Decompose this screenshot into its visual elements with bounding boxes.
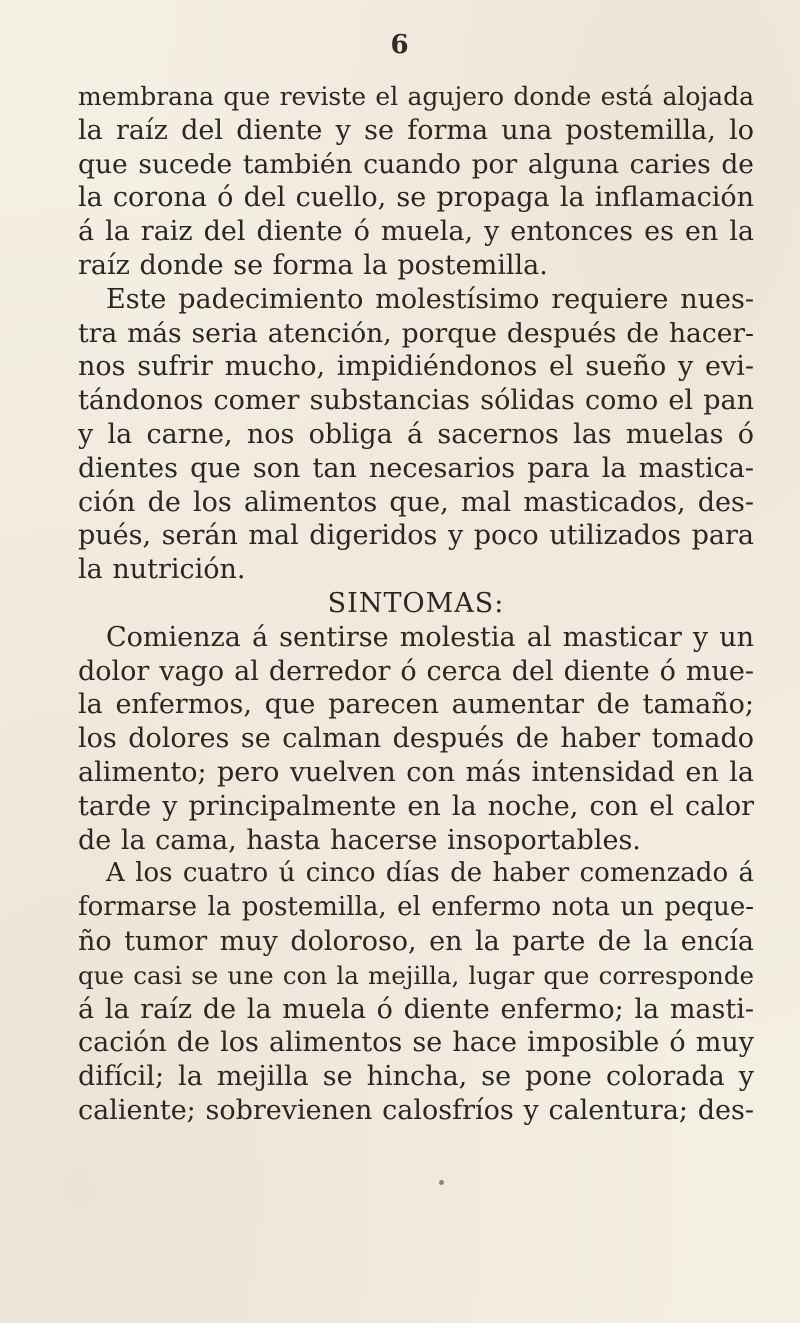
text-line: A los cuatro ú cinco días de haber comenzado á	[106, 858, 754, 889]
page-number: 6	[390, 30, 410, 60]
text-line: tándonos comer substancias sólidas como el pan	[78, 385, 754, 417]
text-line: pués, serán mal digeridos y poco utilizados para	[78, 520, 754, 552]
text-line: formarse la postemilla, el enfermo nota un peque-	[78, 892, 754, 923]
text-line: dientes que son tan necesarios para la mastica-	[78, 452, 754, 484]
text-line: alimento; pero vuelven con más intensidad en la	[78, 756, 754, 788]
text-line: los dolores se calman después de haber tomado	[78, 723, 754, 755]
text-line: la corona ó del cuello, se propaga la inflamación	[78, 182, 754, 214]
text-line: que sucede también cuando por alguna caries de	[78, 148, 754, 180]
text-line: la nutrición.	[78, 554, 246, 586]
ink-speck	[439, 1180, 444, 1185]
text-line: membrana que reviste el agujero donde está alojada	[78, 82, 754, 111]
text-line: ño tumor muy doloroso, en la parte de la encía	[78, 925, 754, 957]
text-line: cación de los alimentos se hace imposible ó muy	[78, 1027, 754, 1059]
text-line: tra más seria atención, porque después de hacer-	[78, 317, 754, 349]
text-line: ción de los alimentos que, mal masticados, des-	[78, 486, 754, 518]
text-line: Este padecimiento molestísimo requiere nues-	[106, 283, 754, 315]
text-line: de la cama, hasta hacerse insoportables.	[78, 824, 641, 856]
section-heading: SINTOMAS:	[327, 587, 505, 619]
text-line: que casi se une con la mejilla, lugar que corresponde	[78, 960, 754, 990]
text-line: Comienza á sentirse molestia al masticar y un	[106, 621, 754, 653]
text-line: caliente; sobrevienen calosfríos y calentura; des-	[78, 1094, 754, 1126]
text-line: la raíz del diente y se forma una postemilla, lo	[78, 114, 754, 146]
text-line: nos sufrir mucho, impidiéndonos el sueño y evi-	[78, 351, 754, 383]
text-line: dolor vago al derredor ó cerca del diente ó mue-	[78, 655, 754, 687]
text-line: difícil; la mejilla se hincha, se pone colorada y	[78, 1061, 754, 1093]
body-text	[78, 80, 754, 1128]
text-line: la enfermos, que parecen aumentar de tamaño;	[78, 689, 754, 721]
text-line: tarde y principalmente en la noche, con el calor	[78, 790, 754, 822]
text-line: y la carne, nos obliga á sacernos las muelas ó	[78, 418, 754, 450]
text-line: á la raiz del diente ó muela, y entonces es en la	[78, 216, 754, 248]
text-line: raíz donde se forma la postemilla.	[78, 249, 548, 281]
text-line: á la raíz de la muela ó diente enfermo; la masti-	[78, 993, 754, 1025]
